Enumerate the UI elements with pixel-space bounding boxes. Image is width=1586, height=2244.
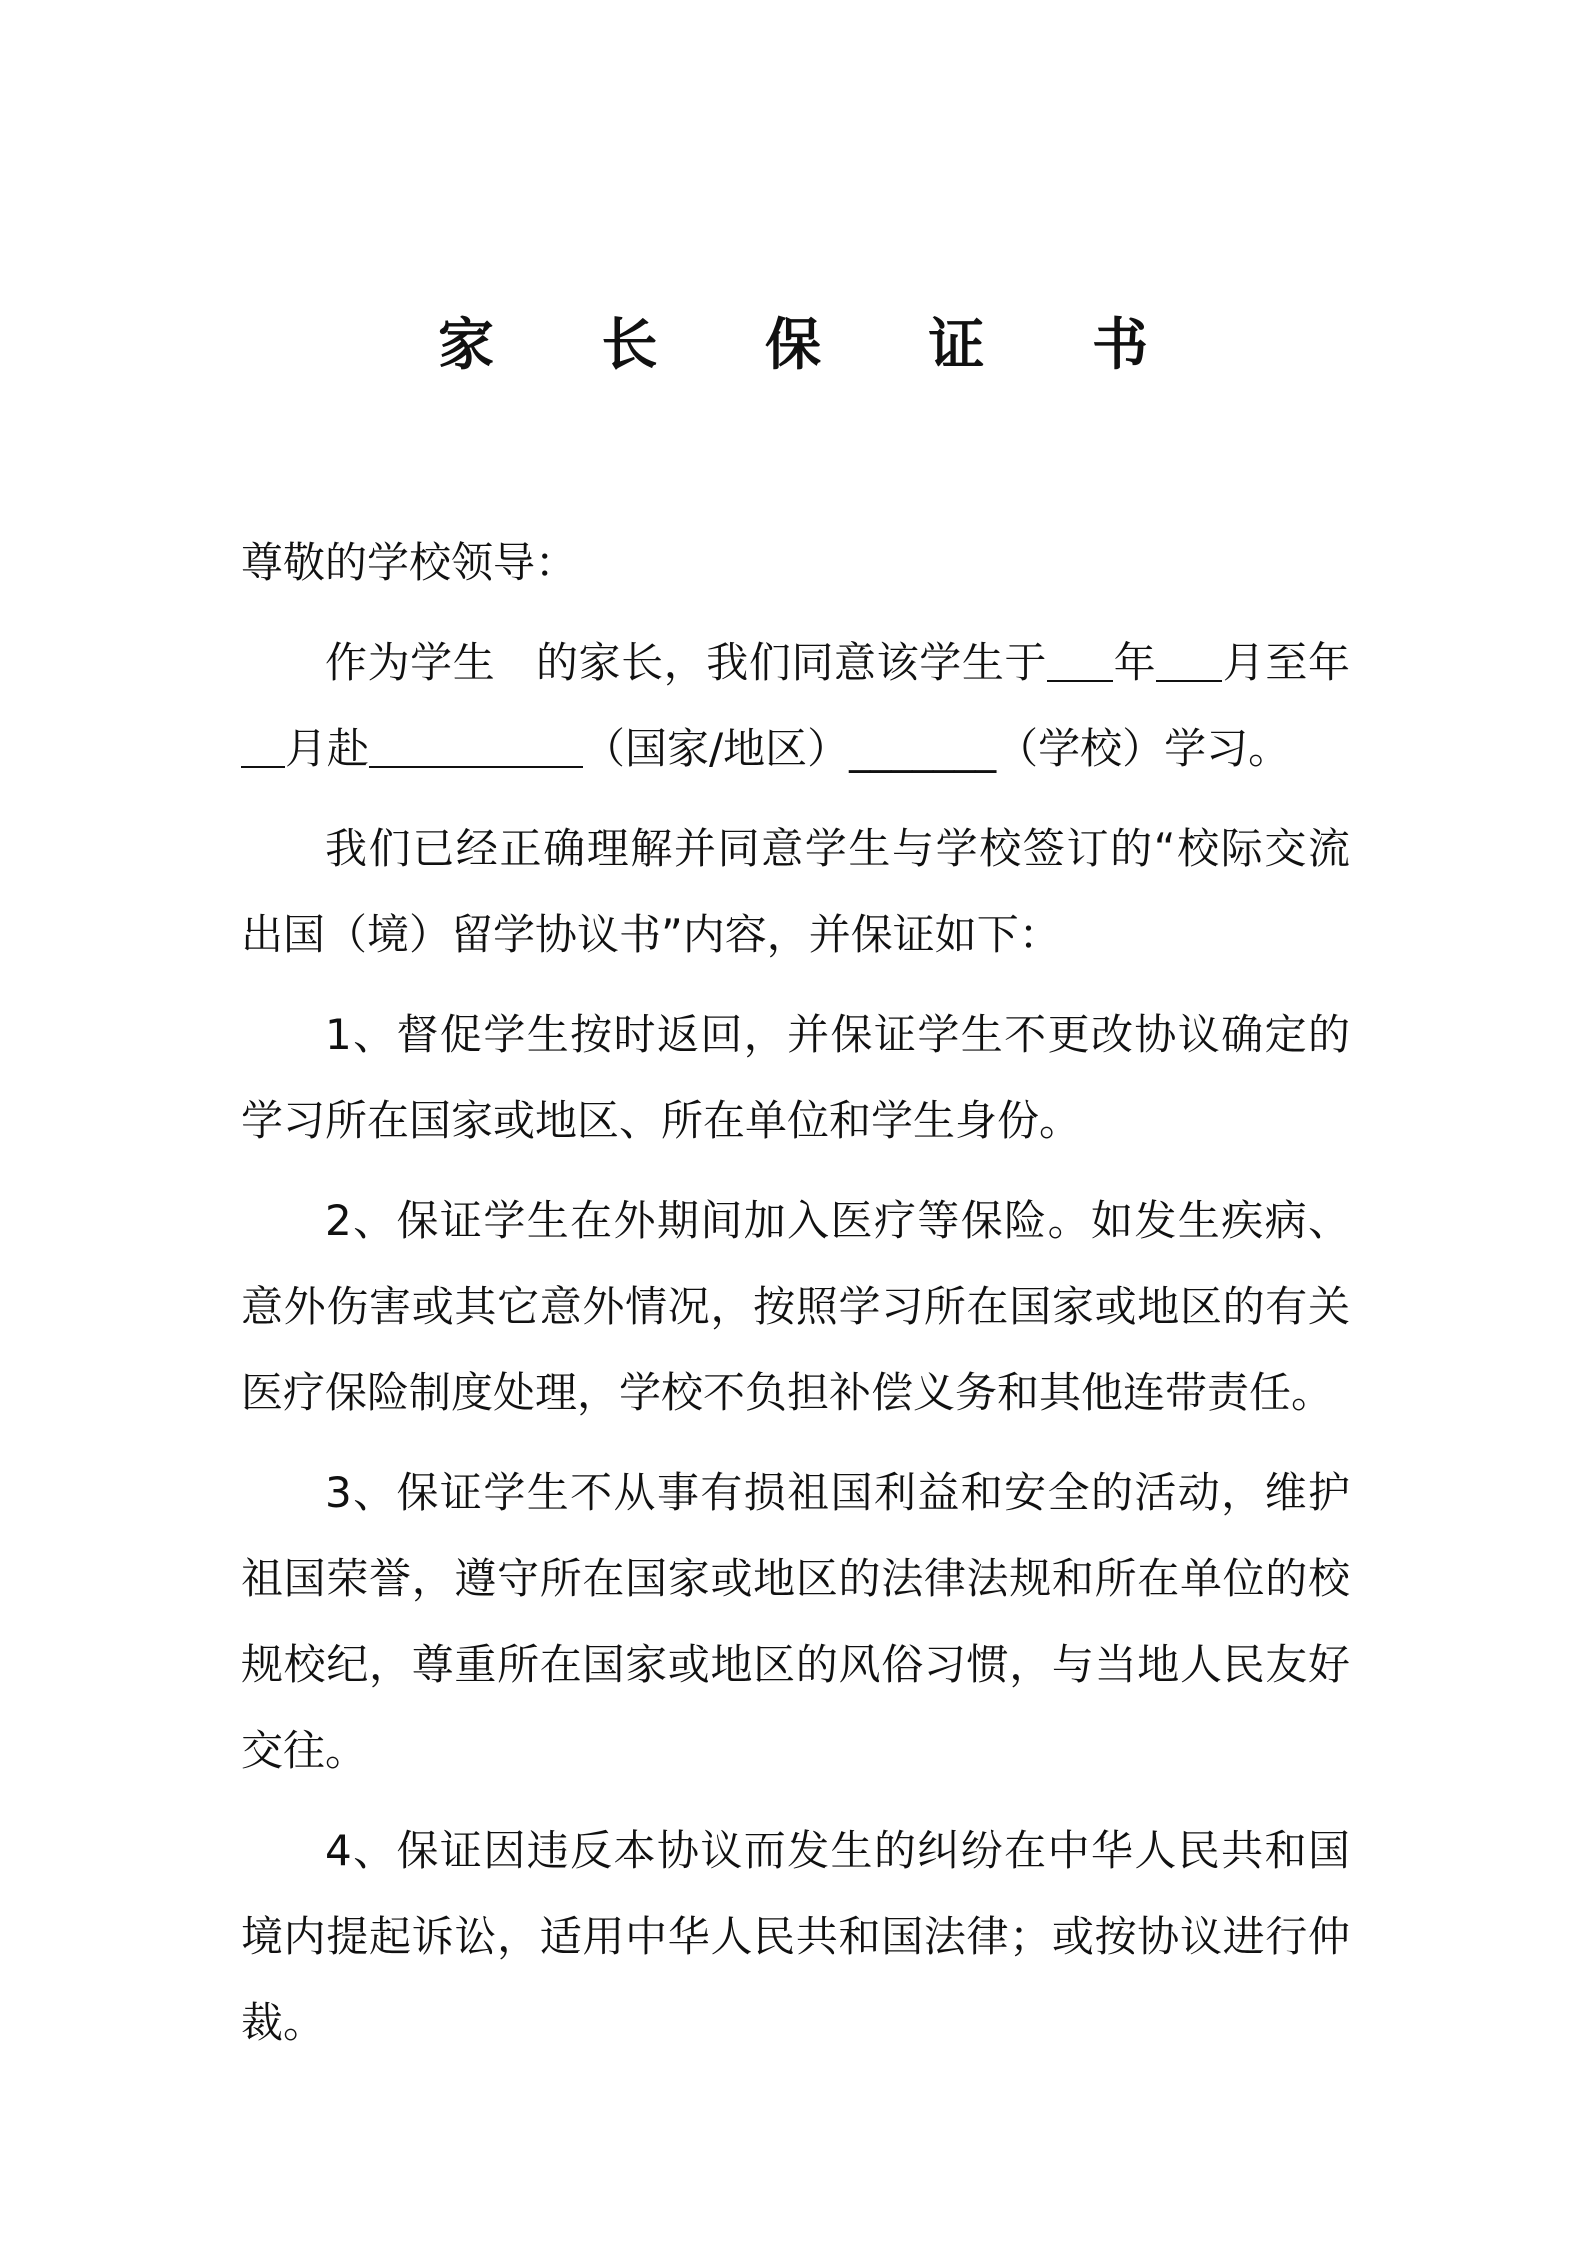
item-1: 1、督促学生按时返回，并保证学生不更改协议确定的学习所在国家或地区、所在单位和学生身份。 bbox=[241, 1010, 1350, 1145]
end-month-blank[interactable] bbox=[241, 724, 285, 768]
start-month-blank[interactable] bbox=[1156, 638, 1222, 682]
agreement-paragraph: 我们已经正确理解并同意学生与学校签订的“校际交流出国（境）留学协议书”内容，并保证如下： bbox=[241, 824, 1350, 959]
intro-text-1: 作为学生 bbox=[325, 638, 496, 687]
salutation: 尊敬的学校领导： bbox=[241, 538, 578, 587]
intro-text-2: 的家长，我们同意该学生于 bbox=[535, 638, 1047, 687]
intro-text-6: 月赴 bbox=[285, 724, 370, 773]
document-title: 家 长 保 证 书 bbox=[438, 313, 1192, 378]
intro-text-4: 月至 bbox=[1222, 638, 1308, 687]
student-name-blank[interactable] bbox=[495, 640, 535, 682]
country-blank[interactable] bbox=[369, 724, 583, 768]
item-2: 2、保证学生在外期间加入医疗等保险。如发生疾病、意外伤害或其它意外情况，按照学习所在国家或地区的有关医疗保险制度处理，学校不负担补偿义务和其他连带责任。 bbox=[241, 1196, 1350, 1417]
document-body bbox=[241, 520, 1350, 2080]
intro-text-7: （国家/地区）_______（学校）学习。 bbox=[583, 724, 1291, 773]
intro-text-5: 年 bbox=[1307, 638, 1350, 687]
intro-text-3: 年 bbox=[1113, 638, 1157, 687]
item-4: 4、保证因违反本协议而发生的纠纷在中华人民共和国境内提起诉讼，适用中华人民共和国法律；或按协议进行仲裁。 bbox=[241, 1826, 1350, 2047]
intro-paragraph bbox=[241, 620, 1350, 792]
start-year-blank[interactable] bbox=[1047, 638, 1113, 682]
item-3: 3、保证学生不从事有损祖国利益和安全的活动，维护祖国荣誉，遵守所在国家或地区的法律法规和所在单位的校规校纪，尊重所在国家或地区的风俗习惯，与当地人民友好交往。 bbox=[241, 1468, 1350, 1775]
